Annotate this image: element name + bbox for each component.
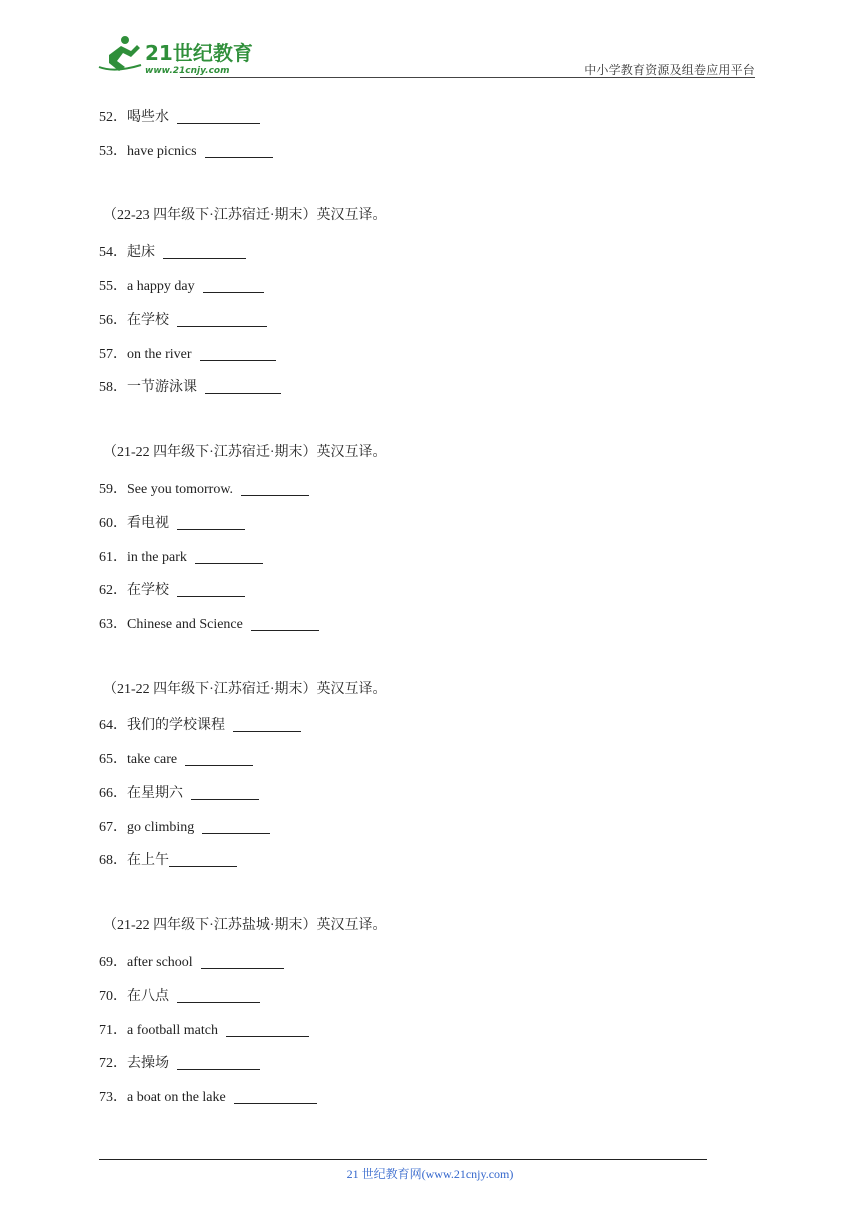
question-53: 53．have picnics xyxy=(99,140,273,161)
question-text: 我们的学校课程 xyxy=(127,718,225,733)
question-text: a boat on the lake xyxy=(127,1090,226,1105)
footer-divider xyxy=(99,1159,707,1160)
answer-blank[interactable] xyxy=(202,819,270,834)
question-65: 65．take care xyxy=(99,748,253,769)
question-number: 57 xyxy=(99,347,113,362)
answer-blank[interactable] xyxy=(191,785,259,800)
question-63: 63．Chinese and Science xyxy=(99,613,319,634)
answer-blank[interactable] xyxy=(251,616,319,631)
question-68: 68．在上午 xyxy=(99,849,237,870)
question-text: in the park xyxy=(127,550,187,565)
question-54: 54．起床 xyxy=(99,241,246,262)
answer-blank[interactable] xyxy=(203,278,264,293)
question-72: 72．去操场 xyxy=(99,1052,260,1073)
question-number: 53 xyxy=(99,144,113,159)
site-logo xyxy=(95,33,265,77)
question-text: See you tomorrow. xyxy=(127,482,234,497)
question-66: 66．在星期六 xyxy=(99,782,259,803)
question-number: 59 xyxy=(99,482,113,497)
answer-blank[interactable] xyxy=(177,109,260,124)
question-text: Chinese and Science xyxy=(127,617,243,632)
section-heading: （21-22 四年级下·江苏宿迁·期末）英汉互译。 xyxy=(103,445,387,460)
header-platform-text: 中小学教育资源及组卷应用平台 xyxy=(584,63,755,77)
question-59: 59．See you tomorrow. xyxy=(99,478,309,499)
question-text: on the river xyxy=(127,347,192,362)
question-number: 72 xyxy=(99,1056,113,1071)
question-text: 在学校 xyxy=(127,583,169,598)
question-number: 52 xyxy=(99,110,113,125)
question-text: 在八点 xyxy=(127,989,169,1004)
answer-blank[interactable] xyxy=(234,1089,317,1104)
answer-blank[interactable] xyxy=(177,312,267,327)
question-69: 69．after school xyxy=(99,951,284,972)
answer-blank[interactable] xyxy=(233,717,301,732)
answer-blank[interactable] xyxy=(177,582,245,597)
answer-blank[interactable] xyxy=(169,852,237,867)
section-heading: （21-22 四年级下·江苏盐城·期末）英汉互译。 xyxy=(103,918,387,933)
question-52: 52．喝些水 xyxy=(99,106,260,127)
question-text: 在星期六 xyxy=(127,786,183,801)
question-number: 71 xyxy=(99,1023,113,1038)
question-text: 起床 xyxy=(127,245,155,260)
answer-blank[interactable] xyxy=(185,751,253,766)
question-number: 60 xyxy=(99,516,113,531)
question-number: 58 xyxy=(99,380,113,395)
question-62: 62．在学校 xyxy=(99,579,245,600)
question-text: take care xyxy=(127,752,178,767)
question-number: 73 xyxy=(99,1090,113,1105)
question-text: a football match xyxy=(127,1023,218,1038)
footer-site-link[interactable]: 21 世纪教育网(www.21cnjy.com) xyxy=(346,1167,514,1181)
logo-text: 21世纪教育 xyxy=(145,41,253,65)
question-text: 在学校 xyxy=(127,313,169,328)
question-56: 56．在学校 xyxy=(99,309,267,330)
answer-blank[interactable] xyxy=(226,1022,309,1037)
question-60: 60．看电视 xyxy=(99,512,245,533)
question-text: 看电视 xyxy=(127,516,169,531)
answer-blank[interactable] xyxy=(205,143,273,158)
section-heading: （21-22 四年级下·江苏宿迁·期末）英汉互译。 xyxy=(103,682,387,697)
question-text: 去操场 xyxy=(127,1056,169,1071)
question-73: 73．a boat on the lake xyxy=(99,1086,317,1107)
question-61: 61．in the park xyxy=(99,546,263,567)
question-text: a happy day xyxy=(127,279,195,294)
question-number: 62 xyxy=(99,583,113,598)
question-number: 56 xyxy=(99,313,113,328)
question-55: 55．a happy day xyxy=(99,275,264,296)
question-number: 63 xyxy=(99,617,113,632)
answer-blank[interactable] xyxy=(201,954,284,969)
question-text: have picnics xyxy=(127,144,197,159)
question-number: 66 xyxy=(99,786,113,801)
page-header xyxy=(95,33,755,78)
answer-blank[interactable] xyxy=(195,549,263,564)
question-number: 69 xyxy=(99,955,113,970)
answer-blank[interactable] xyxy=(241,481,309,496)
question-text: 在上午 xyxy=(127,853,169,868)
question-71: 71．a football match xyxy=(99,1019,309,1040)
answer-blank[interactable] xyxy=(163,244,246,259)
question-58: 58．一节游泳课 xyxy=(99,376,281,397)
question-number: 64 xyxy=(99,718,113,733)
answer-blank[interactable] xyxy=(205,379,281,394)
question-text: 一节游泳课 xyxy=(127,380,197,395)
question-number: 55 xyxy=(99,279,113,294)
question-text: go climbing xyxy=(127,820,195,835)
question-number: 70 xyxy=(99,989,113,1004)
section-heading: （22-23 四年级下·江苏宿迁·期末）英汉互译。 xyxy=(103,208,387,223)
question-number: 67 xyxy=(99,820,113,835)
question-67: 67．go climbing xyxy=(99,816,270,837)
logo-url: www.21cnjy.com xyxy=(145,66,230,76)
question-number: 54 xyxy=(99,245,113,260)
question-number: 65 xyxy=(99,752,113,767)
answer-blank[interactable] xyxy=(177,1055,260,1070)
header-divider xyxy=(180,77,755,78)
question-number: 68 xyxy=(99,853,113,868)
question-57: 57．on the river xyxy=(99,343,276,364)
answer-blank[interactable] xyxy=(200,346,276,361)
question-number: 61 xyxy=(99,550,113,565)
question-text: after school xyxy=(127,955,193,970)
answer-blank[interactable] xyxy=(177,988,260,1003)
question-text: 喝些水 xyxy=(127,110,169,125)
answer-blank[interactable] xyxy=(177,515,245,530)
question-64: 64．我们的学校课程 xyxy=(99,714,301,735)
question-70: 70．在八点 xyxy=(99,985,260,1006)
